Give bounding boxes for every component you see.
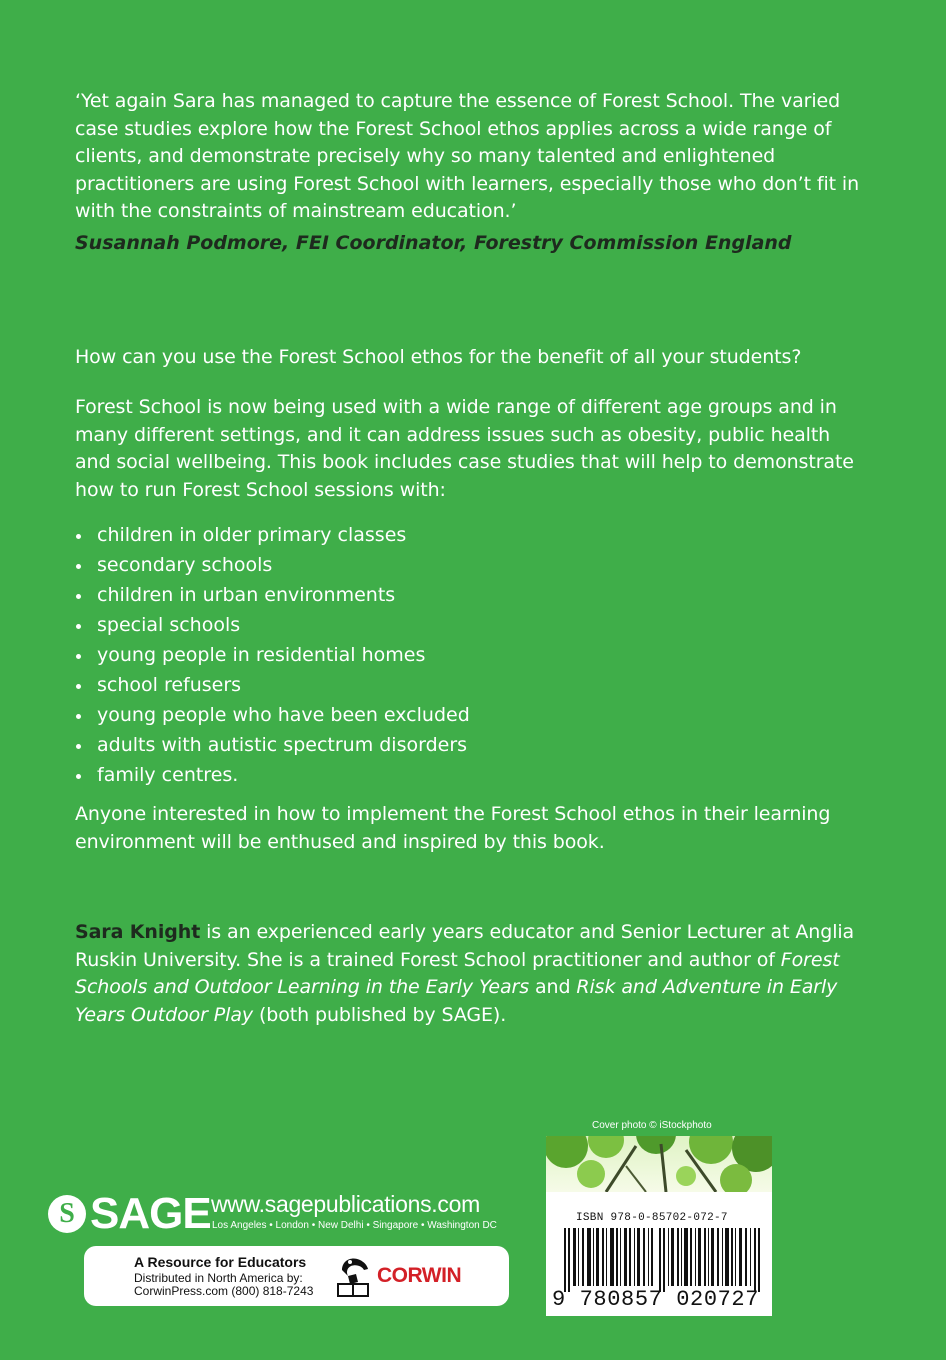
list-item: secondary schools (75, 550, 470, 580)
corwin-contact: CorwinPress.com (800) 818-7243 (134, 1284, 314, 1298)
closing-paragraph: Anyone interested in how to implement the Forest School ethos in their learning environment will be enthused and inspired by this book. (75, 803, 831, 853)
case-study-list (75, 520, 470, 790)
photo-credit: Cover photo © iStockphoto (592, 1120, 712, 1131)
barcode-bars (564, 1228, 762, 1292)
list-item: school refusers (75, 670, 470, 700)
list-item: adults with autistic spectrum disorders (75, 730, 470, 760)
list-item: young people who have been excluded (75, 700, 470, 730)
sage-wordmark: SAGE (90, 1189, 211, 1238)
author-name: Sara Knight (75, 921, 201, 943)
sage-logo (48, 1190, 518, 1240)
list-item: children in older primary classes (75, 520, 470, 550)
lead-question: How can you use the Forest School ethos for the benefit of all your students? (75, 346, 802, 368)
endorsement-quote: ‘Yet again Sara has managed to capture the essence of Forest School. The varied case studies explore how the Forest School ethos applies across a wide range of clients, and demonstrate precisely why so many talented and enlightened practitioners are using Forest School with learners, especially those who don’t fit in with the constraints of mainstream education.’ (75, 90, 860, 223)
bio-text: and (529, 976, 577, 999)
forest-canopy-photo (546, 1136, 772, 1192)
author-bio (75, 919, 865, 1029)
book-title: Forest Schools and Outdoor Learning in the Early Years (75, 948, 840, 999)
distribution-note: Distributed in North America by: (134, 1271, 303, 1285)
book-title: Risk and Adventure in Early Years Outdoor Play (75, 976, 838, 1026)
barcode-number: 9 780857 020727 (552, 1287, 760, 1312)
bio-text: (both published by SAGE). (253, 1003, 507, 1026)
corwin-crest-icon (334, 1252, 374, 1298)
list-item: children in urban environments (75, 580, 470, 610)
publisher-cities: Los Angeles • London • New Delhi • Singapore • Washington DC (212, 1220, 497, 1231)
list-item: special schools (75, 610, 470, 640)
isbn-label: ISBN 978-0-85702-072-7 (576, 1212, 728, 1224)
sage-emblem-icon: S (48, 1195, 86, 1233)
corwin-distribution-box (84, 1246, 509, 1306)
list-item: young people in residential homes (75, 640, 470, 670)
isbn-barcode (546, 1192, 772, 1316)
bio-text: is an experienced early years educator and Senior Lecturer at Anglia Ruskin University. She is a trained Forest School practitioner and author of (75, 921, 855, 971)
quote-attribution: Susannah Podmore, FEI Coordinator, Forestry Commission England (75, 232, 792, 254)
corwin-wordmark: CORWIN (377, 1264, 462, 1287)
publisher-url[interactable]: www.sagepublications.com (211, 1191, 480, 1217)
intro-paragraph: Forest School is now being used with a wide range of different age groups and in many different settings, and it can address issues such as obesity, public health and social wellbeing. This book includes case studies that will help to demonstrate how to run Forest School sessions with: (75, 396, 854, 501)
list-item: family centres. (75, 760, 470, 790)
resource-title: A Resource for Educators (134, 1254, 307, 1270)
